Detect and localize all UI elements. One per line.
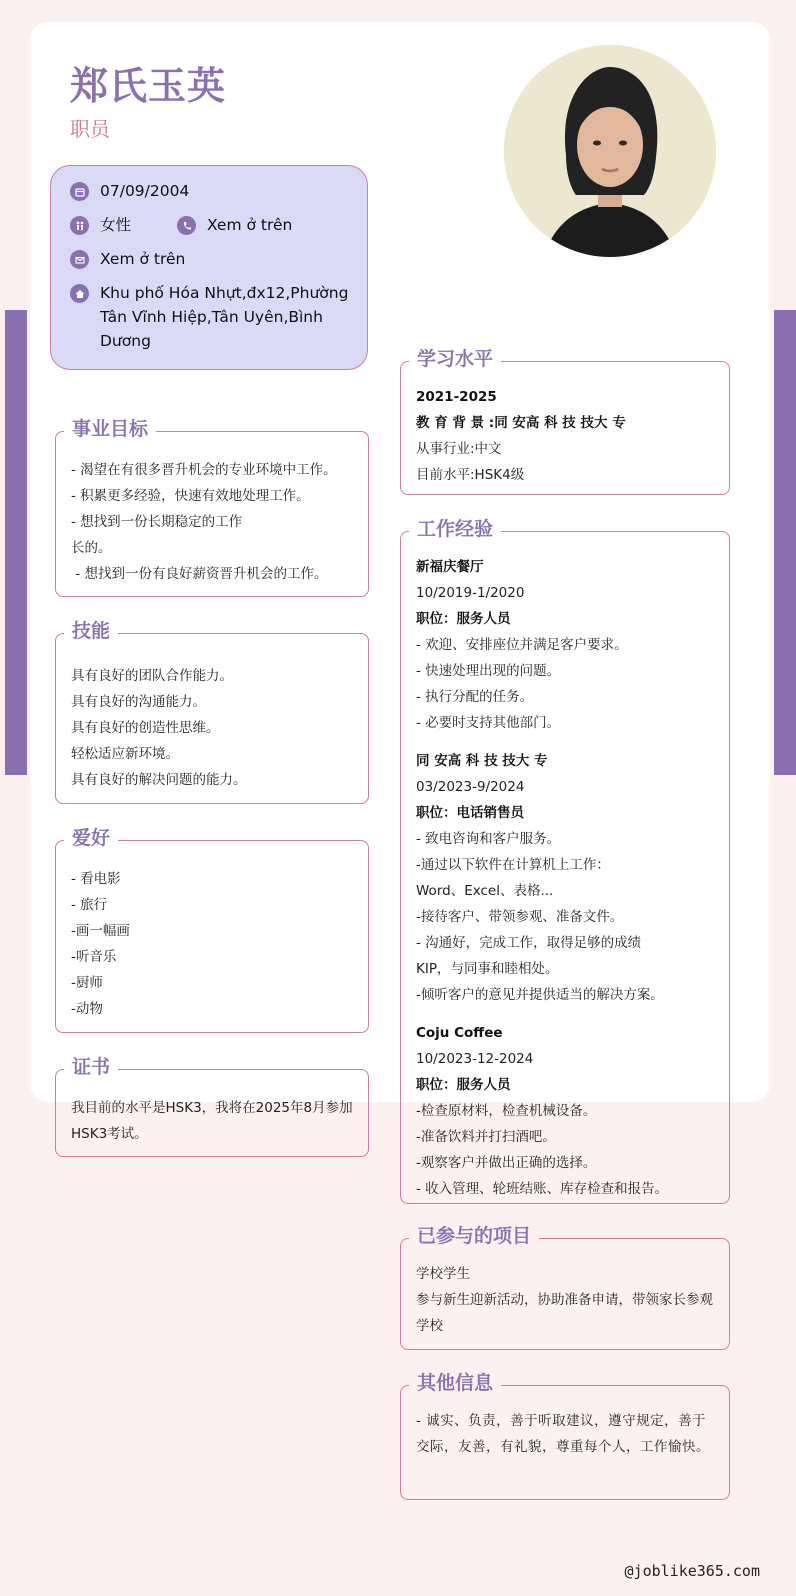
job-period: 10/2023-12-2024: [416, 1051, 534, 1067]
list-item: - 积累更多经验，快速有效地处理工作。: [71, 488, 310, 504]
skills-section: [55, 620, 369, 804]
home-icon: [70, 284, 89, 303]
career-goal-section: [55, 418, 369, 597]
candidate-name: 郑氏玉英: [70, 64, 227, 108]
other-info-section: [400, 1372, 730, 1500]
list-item: 参与新生迎新活动，协助准备申请，带领家长参观学校: [416, 1292, 713, 1334]
list-item: KIP，与同事和睦相处。: [416, 961, 559, 977]
phone-row: [177, 215, 292, 237]
list-item: -准备饮料并打扫酒吧。: [416, 1129, 556, 1145]
job-position: 职位：电话销售员: [416, 805, 524, 821]
list-item: 具有良好的团队合作能力。: [71, 668, 233, 684]
education-title: 学习水平: [409, 347, 501, 371]
list-item: -倾听客户的意见并提供适当的解决方案。: [416, 987, 664, 1003]
mail-icon: [70, 250, 89, 269]
watermark: @joblike365.com: [624, 1562, 760, 1580]
certificates-title: 证书: [64, 1055, 118, 1079]
phone-value: Xem ở trên: [207, 216, 293, 234]
list-item: - 旅行: [71, 897, 108, 913]
personal-info-box: [50, 165, 368, 370]
list-item: - 执行分配的任务。: [416, 689, 534, 705]
list-item: - 快速处理出现的问题。: [416, 663, 561, 679]
job-position: 职位：服务人员: [416, 1077, 511, 1093]
list-item: - 想找到一份长期稳定的工作: [71, 514, 243, 530]
education-section: [400, 348, 730, 495]
candidate-title: 职员: [70, 117, 110, 141]
right-accent-band: [774, 310, 796, 775]
list-item: -检查原材料，检查机械设备。: [416, 1103, 597, 1119]
gender-icon: [70, 216, 89, 235]
projects-section: [400, 1225, 730, 1350]
education-level: 目前水平:HSK4级: [416, 467, 525, 483]
list-item: -听音乐: [71, 949, 117, 965]
hobbies-section: [55, 827, 369, 1033]
education-major: 从事行业:中文: [416, 441, 502, 457]
certificates-section: [55, 1056, 369, 1157]
list-item: 具有良好的解决问题的能力。: [71, 772, 247, 788]
list-item: -通过以下软件在计算机上工作：: [416, 857, 610, 873]
list-item: 学校学生: [416, 1266, 470, 1282]
list-item: 具有良好的创造性思维。: [71, 720, 220, 736]
job-period: 10/2019-1/2020: [416, 585, 525, 601]
experience-section: [400, 518, 730, 1204]
dob-value: 07/09/2004: [100, 182, 190, 200]
list-item: - 沟通好，完成工作，取得足够的成绩: [416, 935, 642, 951]
list-item: 具有良好的沟通能力。: [71, 694, 206, 710]
experience-title: 工作经验: [409, 517, 501, 541]
list-item: - 看电影: [71, 871, 121, 887]
list-item: - 想找到一份有良好薪资晋升机会的工作。: [71, 566, 328, 582]
address-value: Khu phố Hóa Nhựt,đx12,Phường Tân Vĩnh Hiệp,Tân Uyên,Bình Dương: [100, 284, 349, 350]
left-accent-band: [5, 310, 27, 775]
job-position: 职位：服务人员: [416, 611, 511, 627]
list-item: - 致电咨询和客户服务。: [416, 831, 561, 847]
skills-title: 技能: [64, 619, 118, 643]
address-row: [70, 283, 350, 353]
job-company: 新福庆餐厅: [416, 559, 484, 575]
hobbies-title: 爱好: [64, 826, 118, 850]
job-period: 03/2023-9/2024: [416, 779, 525, 795]
list-item: 轻松适应新环境。: [71, 746, 179, 762]
profile-photo: [504, 45, 716, 257]
gender-value: 女性: [100, 216, 132, 234]
list-item: -接待客户、带领参观、准备文件。: [416, 909, 624, 925]
education-period: 2021-2025: [416, 389, 497, 405]
email-row: [70, 249, 185, 271]
dob-row: [70, 181, 189, 203]
certificate-text: 我目前的水平是HSK3，我将在2025年8月参加HSK3考试。: [71, 1100, 353, 1142]
job-company: 同 安高 科 技 技大 专: [416, 753, 548, 769]
other-info-title: 其他信息: [409, 1371, 501, 1395]
email-value: Xem ở trên: [100, 250, 186, 268]
list-item: -动物: [71, 1001, 103, 1017]
job-company: Coju Coffee: [416, 1025, 503, 1041]
career-goal-title: 事业目标: [64, 417, 156, 441]
projects-title: 已参与的项目: [409, 1224, 539, 1248]
list-item: -观察客户并做出正确的选择。: [416, 1155, 597, 1171]
list-item: Word、Excel、表格...: [416, 883, 554, 899]
list-item: -厨师: [71, 975, 103, 991]
list-item: - 渴望在有很多晋升机会的专业环境中工作。: [71, 462, 337, 478]
list-item: 长的。: [71, 540, 112, 556]
other-info-text: - 诚实、负责，善于听取建议，遵守规定，善于交际，友善，有礼貌，尊重每个人，工作愉快。: [416, 1413, 710, 1455]
education-school: 教 育 背 景 :同 安高 科 技 技大 专: [416, 415, 626, 431]
list-item: - 收入管理、轮班结账、库存检查和报告。: [416, 1181, 669, 1197]
list-item: - 必要时支持其他部门。: [416, 715, 561, 731]
list-item: -画一幅画: [71, 923, 130, 939]
calendar-icon: [70, 182, 89, 201]
phone-icon: [177, 216, 196, 235]
list-item: - 欢迎、安排座位并满足客户要求。: [416, 637, 628, 653]
gender-row: [70, 215, 131, 237]
